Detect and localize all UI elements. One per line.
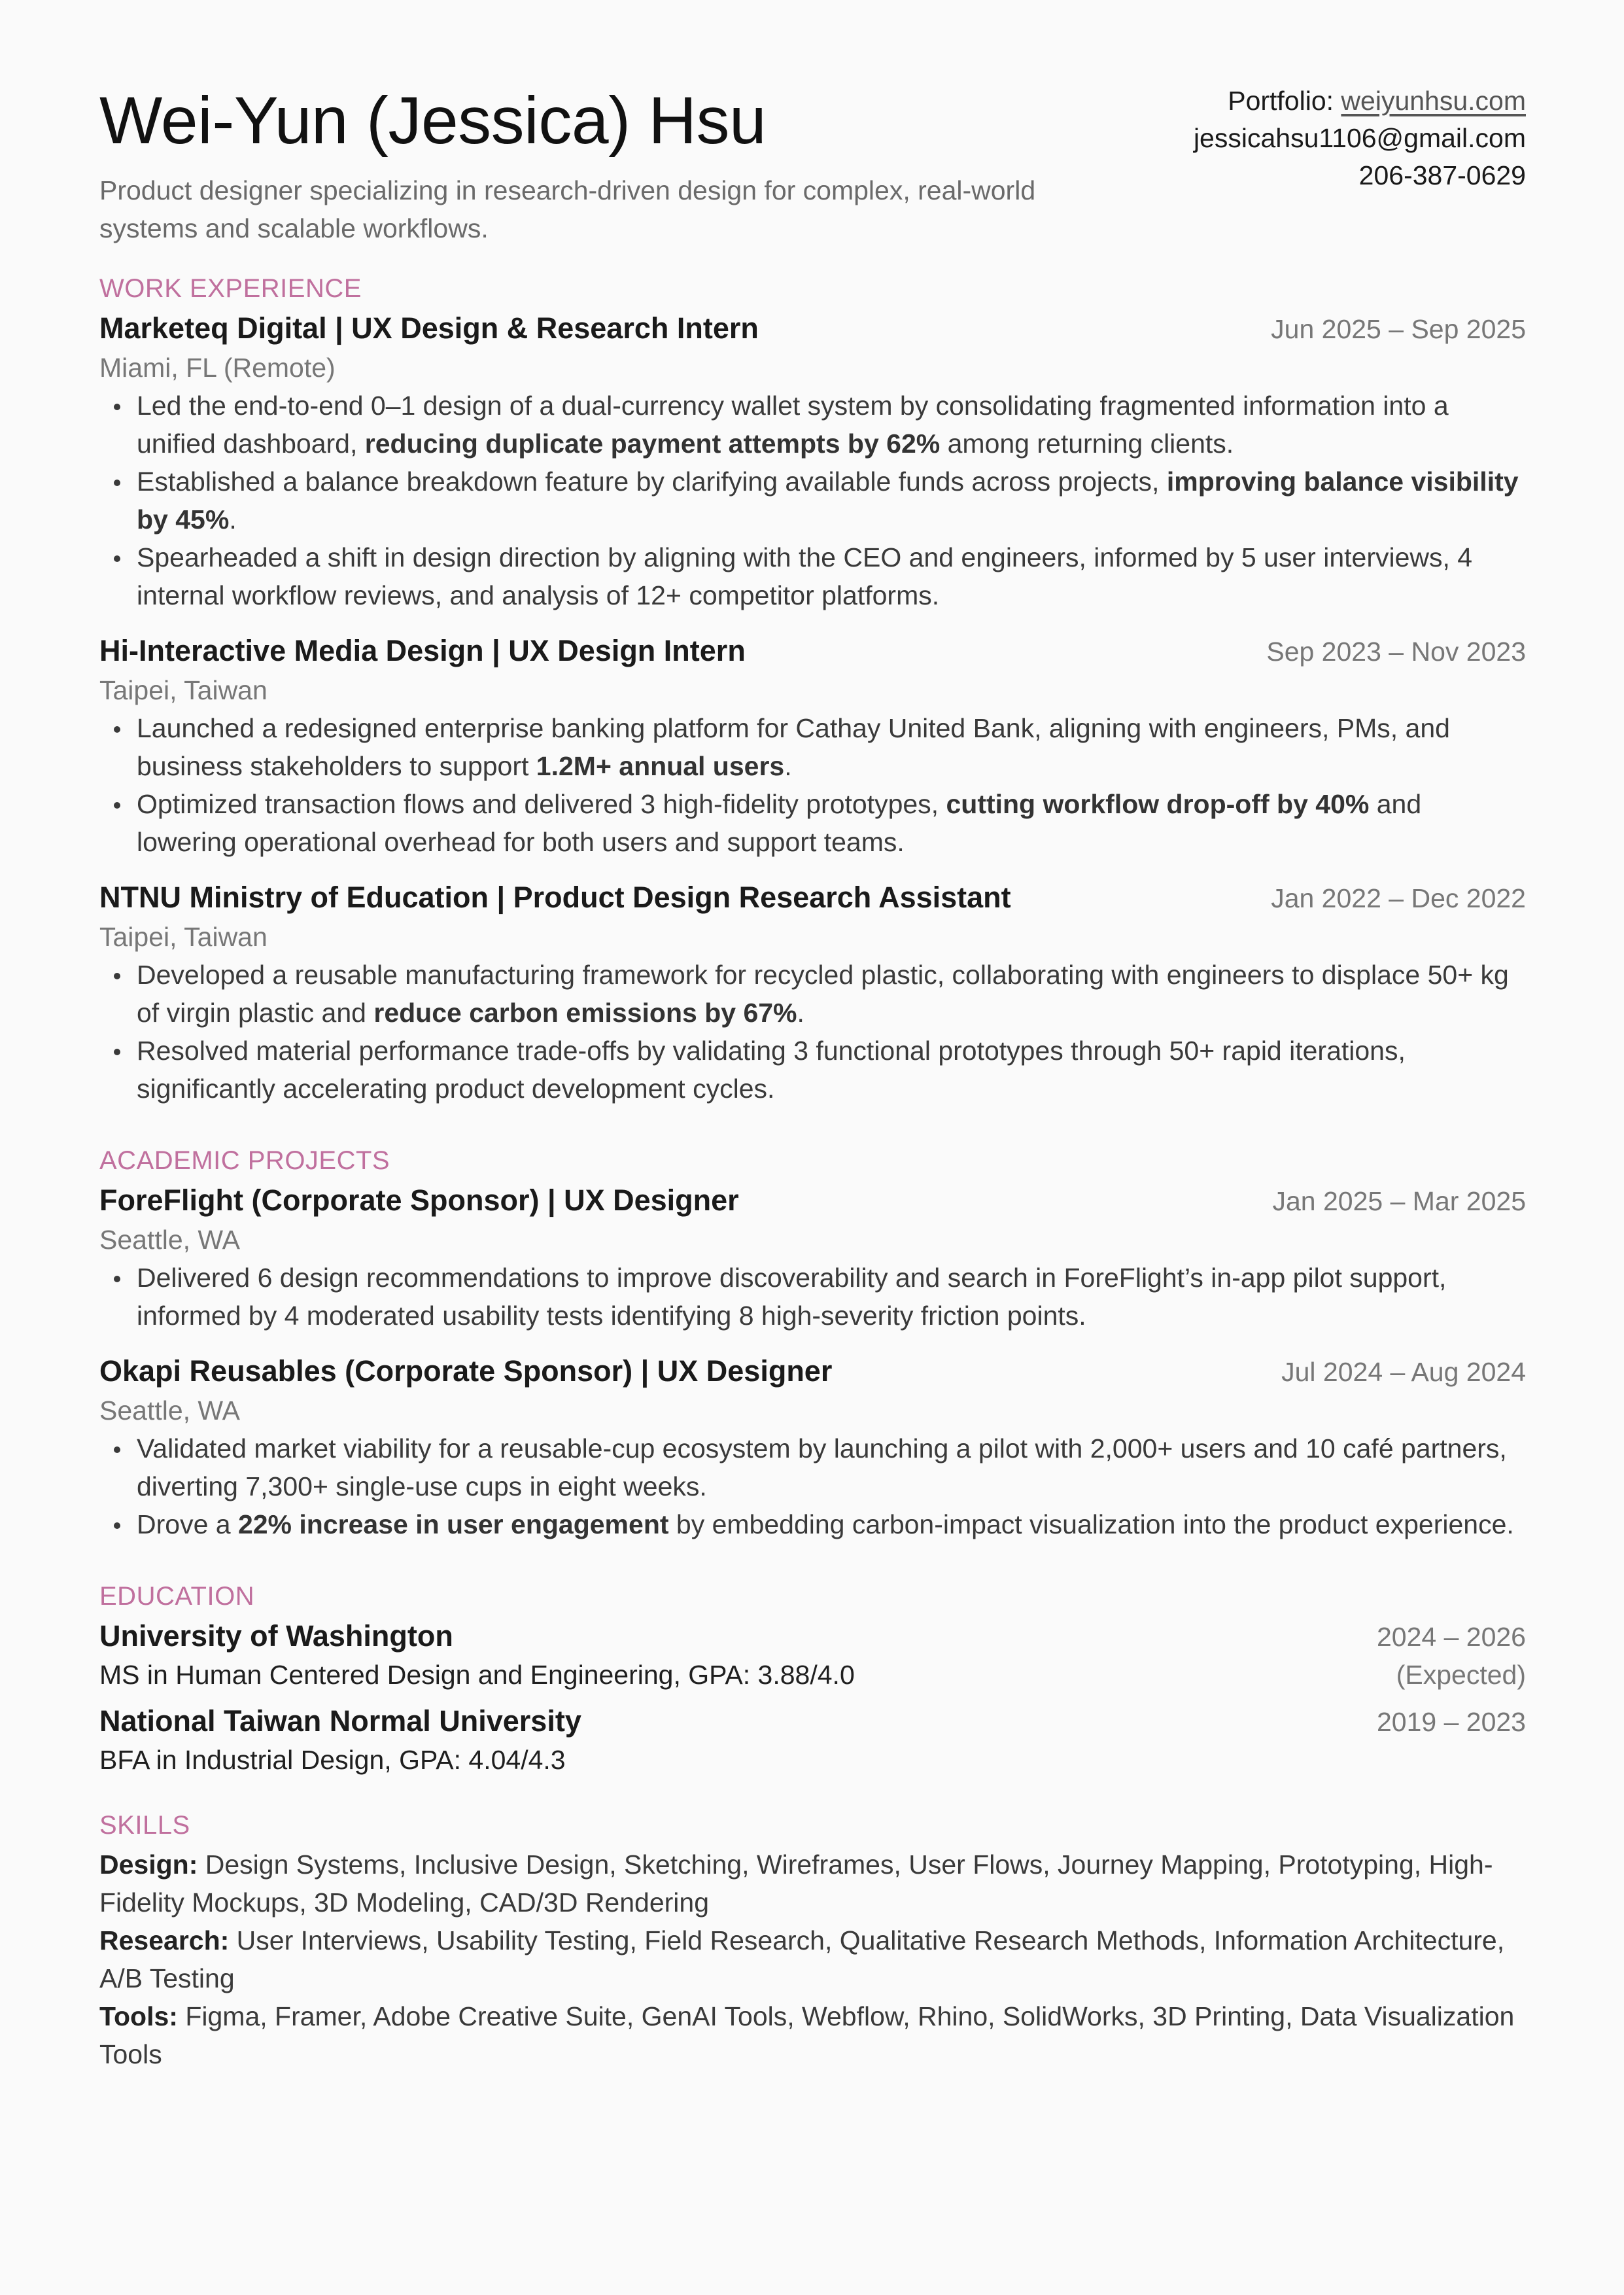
entry-role: Marketeq Digital | UX Design & Research Intern xyxy=(99,311,759,345)
bullet-item: Developed a reusable manufacturing framework for recycled plastic, collaborating with engineers to displace 50+ kg of virgin plastic and reduce carbon emissions by 67%. xyxy=(99,956,1526,1032)
school-name: National Taiwan Normal University xyxy=(99,1704,581,1738)
experience-entry xyxy=(99,878,1526,1108)
resume-header xyxy=(99,0,1526,249)
education-section xyxy=(99,1580,1526,1779)
bullet-item: Optimized transaction flows and delivered 3 high-fidelity prototypes, cutting workflow drop-off by 40% and lowering operational overhead for both users and support teams. xyxy=(99,785,1526,861)
entry-role: NTNU Ministry of Education | Product Design Research Assistant xyxy=(99,881,1011,914)
entry-role: ForeFlight (Corporate Sponsor) | UX Designer xyxy=(99,1183,739,1217)
work-experience-section xyxy=(99,272,1526,1108)
entry-role: Okapi Reusables (Corporate Sponsor) | UX Designer xyxy=(99,1354,833,1388)
entry-location: Seattle, WA xyxy=(99,1395,240,1426)
contact-block xyxy=(1194,82,1526,194)
edu-date: 2019 – 2023 xyxy=(1376,1707,1526,1737)
candidate-name: Wei-Yun (Jessica) Hsu xyxy=(99,83,767,158)
portfolio-label: Portfolio: xyxy=(1228,86,1341,116)
bullet-item: Validated market viability for a reusable-cup ecosystem by launching a pilot with 2,000+ users and 10 café partners, diverting 7,300+ single-use cups in eight weeks. xyxy=(99,1429,1526,1505)
entry-role: Hi-Interactive Media Design | UX Design Intern xyxy=(99,634,746,667)
bullet-item: Resolved material performance trade-offs by validating 3 functional prototypes through 50+ rapid iterations, significantly accelerating product development cycles. xyxy=(99,1032,1526,1108)
entry-date: Jan 2022 – Dec 2022 xyxy=(1271,883,1526,913)
section-title: WORK EXPERIENCE xyxy=(99,274,362,303)
experience-entry xyxy=(99,631,1526,861)
portfolio-link[interactable]: weiyunhsu.com xyxy=(1341,86,1526,116)
edu-date: 2024 – 2026 xyxy=(1376,1622,1526,1652)
academic-projects-section xyxy=(99,1144,1526,1543)
entry-location: Seattle, WA xyxy=(99,1225,240,1255)
skills-design: Design: Design Systems, Inclusive Design, Sketching, Wireframes, User Flows, Journey Mapping, Prototyping, High-Fidelity Mockups, 3D Modeling, CAD/3D Rendering xyxy=(99,1849,1493,1918)
phone: 206-387-0629 xyxy=(1358,160,1526,190)
education-entry xyxy=(99,1702,1526,1779)
section-title: SKILLS xyxy=(99,1811,190,1840)
edu-date-note: (Expected) xyxy=(1396,1660,1526,1690)
degree: BFA in Industrial Design, GPA: 4.04/4.3 xyxy=(99,1745,566,1775)
entry-date: Sep 2023 – Nov 2023 xyxy=(1266,637,1526,667)
bullet-item: Launched a redesigned enterprise banking platform for Cathay United Bank, aligning with engineers, PMs, and business stakeholders to support 1.2M+ annual users. xyxy=(99,709,1526,785)
entry-date: Jan 2025 – Mar 2025 xyxy=(1272,1186,1526,1216)
bullet-item: Drove a 22% increase in user engagement by embedding carbon-impact visualization into the product experience. xyxy=(99,1505,1526,1543)
entry-location: Taipei, Taiwan xyxy=(99,922,268,952)
entry-date: Jun 2025 – Sep 2025 xyxy=(1271,314,1526,344)
degree: MS in Human Centered Design and Engineering, GPA: 3.88/4.0 xyxy=(99,1660,855,1690)
section-title: ACADEMIC PROJECTS xyxy=(99,1146,390,1175)
project-entry xyxy=(99,1352,1526,1543)
school-name: University of Washington xyxy=(99,1619,453,1653)
section-title: EDUCATION xyxy=(99,1582,255,1611)
skills-research: Research: User Interviews, Usability Testing, Field Research, Qualitative Research Methods, Information Architecture, A/B Testing xyxy=(99,1925,1505,1993)
bullet-item: Led the end-to-end 0–1 design of a dual-currency wallet system by consolidating fragmented information into a unified dashboard, reducing duplicate payment attempts by 62% among returning clients. xyxy=(99,387,1526,463)
entry-location: Miami, FL (Remote) xyxy=(99,353,336,383)
project-entry xyxy=(99,1181,1526,1335)
bullet-item: Spearheaded a shift in design direction by aligning with the CEO and engineers, informed by 5 user interviews, 4 internal workflow reviews, and analysis of 12+ competitor platforms. xyxy=(99,538,1526,614)
skills-section xyxy=(99,1809,1526,2073)
entry-location: Taipei, Taiwan xyxy=(99,675,268,705)
bullet-item: Established a balance breakdown feature by clarifying available funds across projects, improving balance visibility by 45%. xyxy=(99,463,1526,538)
education-entry xyxy=(99,1617,1526,1694)
portfolio-line xyxy=(1194,82,1526,120)
skills-tools: Tools: Figma, Framer, Adobe Creative Suite, GenAI Tools, Webflow, Rhino, SolidWorks, 3D Printing, Data Visualization Tools xyxy=(99,2001,1515,2069)
experience-entry xyxy=(99,309,1526,614)
bullet-item: Delivered 6 design recommendations to improve discoverability and search in ForeFlight’s in-app pilot support, informed by 4 moderated usability tests identifying 8 high-severity friction points. xyxy=(99,1259,1526,1335)
tagline: Product designer specializing in research-driven design for complex, real-world systems and scalable workflows. xyxy=(99,175,1036,243)
entry-date: Jul 2024 – Aug 2024 xyxy=(1281,1357,1526,1387)
email: jessicahsu1106@gmail.com xyxy=(1193,123,1526,153)
